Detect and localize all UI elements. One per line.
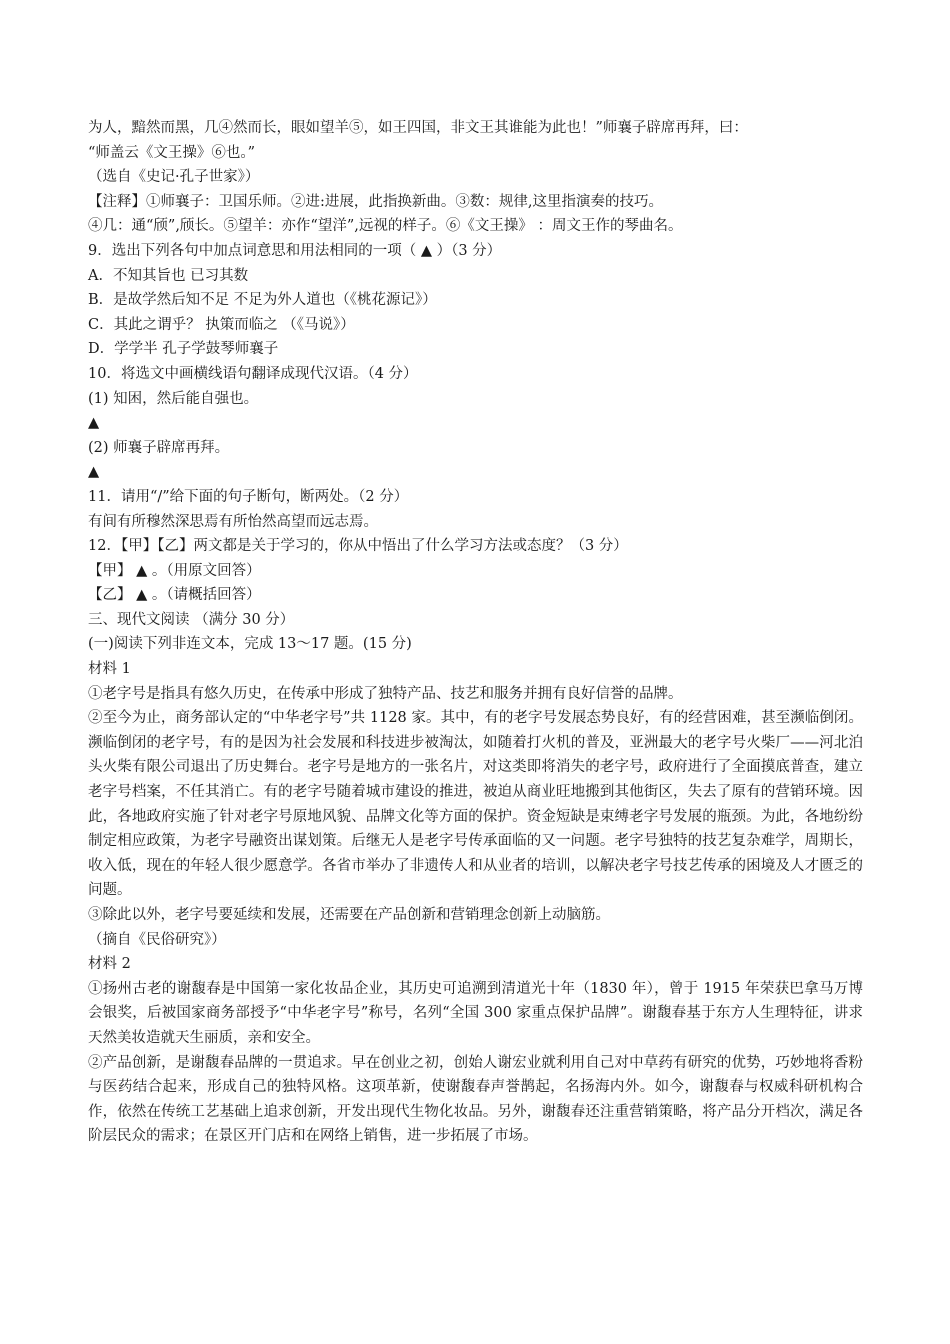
question-12-answer-yi: 【乙】 ▲ 。（请概括回答） [88, 587, 261, 604]
text-line: 为人，黯然而黑，几④然而长，眼如望羊⑤，如王四国，非文王其谁能为此也！”师襄子辟席再拜，曰： [88, 120, 748, 136]
question-11-sentence: 有间有所穆然深思焉有所怡然高望而远志焉。 [88, 513, 378, 530]
material-1-label: 材料 1 [88, 661, 131, 678]
material-2-label: 材料 2 [88, 956, 131, 973]
answer-placeholder: ▲ [88, 415, 100, 432]
text-line: “师盖云《文王操》⑥也。” [88, 144, 256, 161]
material-1-para-3: ③除此以外，老字号要延续和发展，还需要在产品创新和营销理念创新上动脑筋。 [88, 907, 610, 923]
question-10-item-1: (1) 知困，然后能自强也。 [88, 390, 259, 407]
answer-placeholder: ▲ [88, 464, 100, 481]
option-a: A．不知其旨也 已习其数 [88, 267, 249, 284]
annotation-line: ④几：通“颀”,颀长。⑤望羊：亦作“望洋”,远视的样子。⑥《文王操》 ：周文王作的琴曲名。 [88, 218, 683, 235]
subsection-heading: (一)阅读下列非连文本，完成 13～17 题。(15 分) [88, 636, 412, 653]
question-9: 9．选出下列各句中加点词意思和用法相同的一项（ ▲ ）（3 分） [88, 242, 502, 259]
question-11: 11．请用“/”给下面的句子断句，断两处。（2 分） [88, 488, 409, 505]
material-1-para-1: ①老字号是指具有悠久历史，在传承中形成了独特产品、技艺和服务并拥有良好信誉的品牌。 [88, 685, 683, 702]
material-1-para-2: ②至今为止，商务部认定的“中华老字号”共 1128 家。其中，有的老字号发展态势良好，有的经营困难，甚至濒临倒闭。濒临倒闭的老字号，有的是因为社会发展和科技进步被淘汰，如随着打火机的普及，亚洲最大的老字号火柴厂——河北泊头火柴有限公司退出了历史舞台。老字号是地方的一张名片，对这类即将消失的老字号，政府进行了全面摸底普查，建立老字号档案，不任其消亡。有的老字号随着城市建设的推进，被迫从商业旺地搬到其他街区，失去了原有的营销环境。因此，各地政府实施了针对老字号原地风貌、品牌文化等方面的保护。资金短缺是束缚老字号发展的瓶颈。为此，各地纷纷制定相应政策，为老字号融资出谋划策。后继无人是老字号传承面临的又一问题。老字号独特的技艺复杂难学，周期长，收入低，现在的年轻人很少愿意学。各省市举办了非遗传人和从业者的培训，以解决老字号技艺传承的困境及人才匮乏的问题。 [88, 710, 863, 899]
question-10: 10．将选文中画横线语句翻译成现代汉语。（4 分） [88, 365, 418, 382]
annotation-line: 【注释】①师襄子：卫国乐师。②进:进展，此指换新曲。③数：规律,这里指演奏的技巧。 [88, 193, 663, 210]
section-heading: 三、现代文阅读 （满分 30 分） [88, 611, 295, 628]
question-10-item-2: (2) 师襄子辟席再拜。 [88, 439, 230, 456]
material-1-source: （摘自《民俗研究》） [88, 931, 226, 948]
source-citation: （选自《史记·孔子世家》） [88, 169, 260, 186]
option-d: D．学学半 孔子学鼓琴师襄子 [88, 341, 279, 358]
option-c: C．其此之谓乎？ 执策而临之 （《马说》） [88, 316, 355, 333]
option-b: B．是故学然后知不足 不足为外人道也（《桃花源记》） [88, 292, 437, 309]
question-12-answer-jia: 【甲】 ▲ 。（用原文回答） [88, 562, 261, 579]
question-12: 12．【甲】【乙】两文都是关于学习的，你从中悟出了什么学习方法或态度？（3 分） [88, 538, 628, 555]
material-2-para-2: ②产品创新，是谢馥春品牌的一贯追求。早在创业之初，创始人谢宏业就利用自己对中草药有研究的优势，巧妙地将香粉与医药结合起来，形成自己的独特风格。这项革新，使谢馥春声誉鹊起，名扬海内外。如今，谢馥春与权威科研机构合作，依然在传统工艺基础上追求创新，开发出现代生物化妆品。另外，谢馥春还注重营销策略，将产品分开档次，满足各阶层民众的需求；在景区开门店和在网络上销售，进一步拓展了市场。 [88, 1054, 863, 1145]
document-page [88, 116, 863, 1149]
material-2-para-1: ①扬州古老的谢馥春是中国第一家化妆品企业，其历史可追溯到清道光十年（1830 年），曾于 1915 年荣获巴拿马万博会银奖，后被国家商务部授予“中华老字号”称号，名列“全国 300 家重点保护品牌”。谢馥春基于东方人生理特征，讲求天然美妆造就天生丽质，亲和安全。 [88, 980, 863, 1046]
